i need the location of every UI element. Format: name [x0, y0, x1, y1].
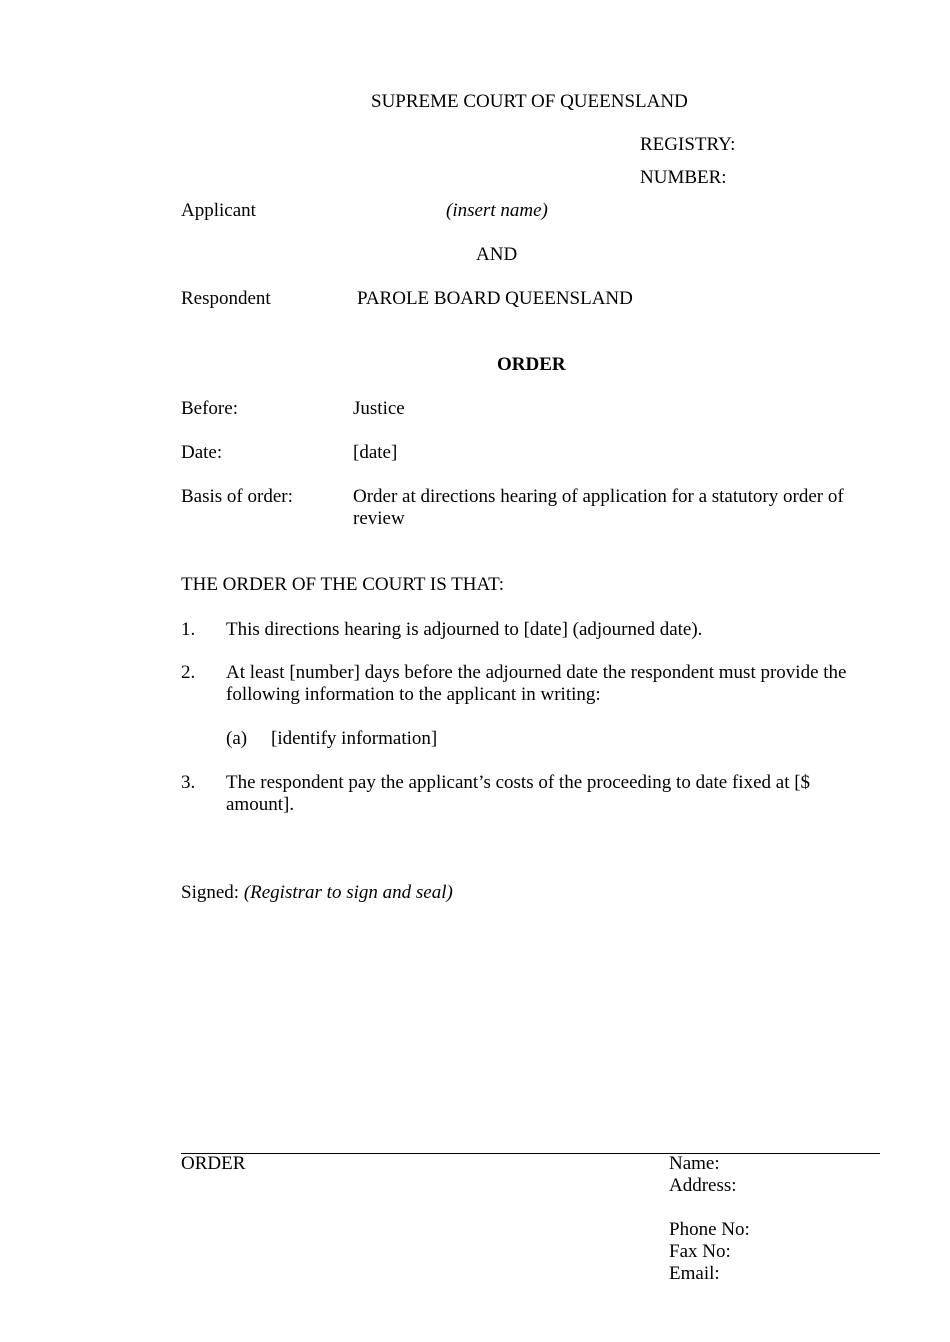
item-number: 2. — [181, 662, 196, 683]
number-label: NUMBER: — [640, 167, 727, 188]
before-value: Justice — [353, 398, 405, 419]
order-title: ORDER — [497, 354, 566, 375]
respondent-name: PAROLE BOARD QUEENSLAND — [357, 288, 633, 309]
signature-line — [181, 882, 453, 904]
footer-doc-label: ORDER — [181, 1153, 246, 1174]
item-text: This directions hearing is adjourned to [date] (adjourned date). — [226, 619, 703, 640]
item-number: 3. — [181, 772, 196, 793]
subitem-text: [identify information] — [271, 728, 438, 749]
footer-email-label: Email: — [669, 1263, 720, 1284]
footer-fax-label: Fax No: — [669, 1241, 731, 1262]
and-separator: AND — [476, 244, 518, 265]
date-label: Date: — [181, 442, 223, 463]
respondent-label: Respondent — [181, 288, 271, 309]
date-value: [date] — [353, 442, 398, 463]
footer-name-label: Name: — [669, 1153, 720, 1174]
court-title: SUPREME COURT OF QUEENSLAND — [371, 91, 688, 112]
item-number: 1. — [181, 619, 196, 640]
applicant-label: Applicant — [181, 200, 256, 221]
registry-label: REGISTRY: — [640, 134, 736, 155]
signed-note: (Registrar to sign and seal) — [243, 882, 453, 903]
footer-phone-label: Phone No: — [669, 1219, 750, 1240]
before-label: Before: — [181, 398, 238, 419]
signed-label: Signed: — [181, 882, 240, 903]
applicant-name: (insert name) — [446, 200, 548, 221]
basis-value: Order at directions hearing of application for a statutory order of review — [353, 486, 844, 529]
order-intro: THE ORDER OF THE COURT IS THAT: — [181, 574, 505, 595]
basis-label: Basis of order: — [181, 486, 293, 507]
item-text: At least [number] days before the adjourned date the respondent must provide the following information to the applicant in writing: — [226, 662, 847, 705]
footer-address-label: Address: — [669, 1175, 737, 1196]
footer-divider — [181, 1153, 880, 1154]
item-text: The respondent pay the applicant’s costs of the proceeding to date fixed at [$ amount]. — [226, 772, 811, 815]
subitem-letter: (a) — [226, 728, 248, 749]
